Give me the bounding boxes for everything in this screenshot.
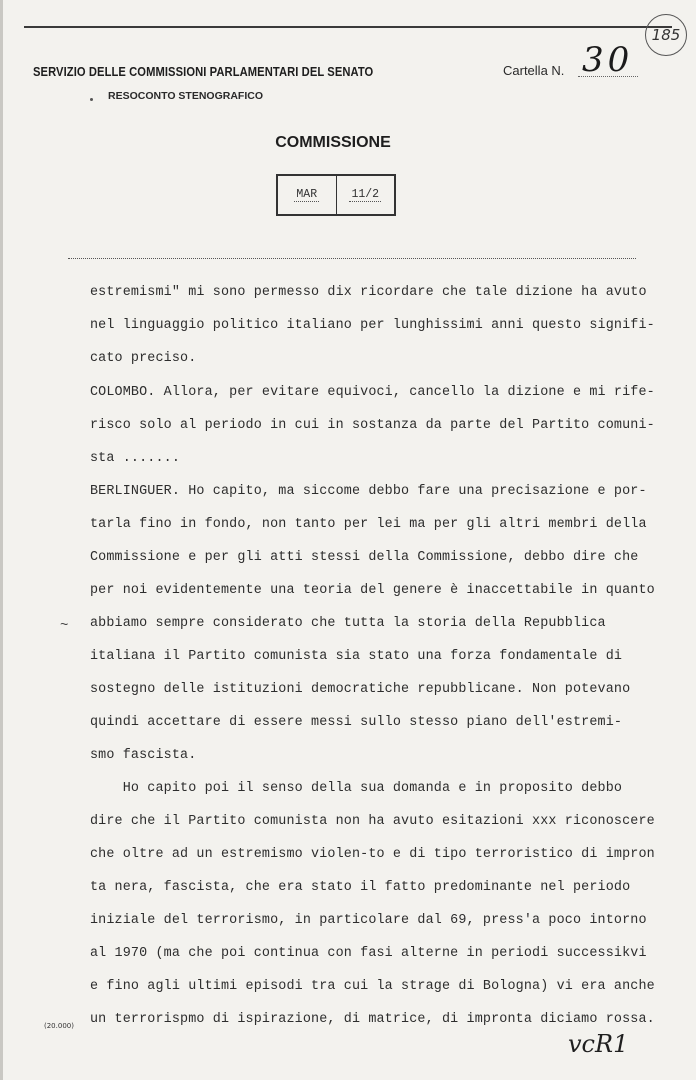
text-line: italiana il Partito comunista sia stato una forza fondamentale di	[90, 649, 623, 664]
text-line: iniziale del terrorismo, in particolare dal 69, press'a poco intorno	[90, 913, 647, 928]
text-line: sta .......	[90, 451, 181, 466]
text-line: sostegno delle istituzioni democratiche repubblicane. Non potevano	[90, 682, 631, 697]
stamp-ref: 11/2	[351, 188, 380, 201]
commission-title: COMMISSIONE	[275, 134, 391, 151]
scan-edge	[0, 0, 3, 1080]
text-line: dire che il Partito comunista non ha avuto esitazioni xxx riconoscere	[90, 814, 655, 829]
cartella-label: Cartella N.	[503, 63, 565, 78]
text-line: un terrorispmo di ispirazione, di matrice, di impronta diciamo rossa.	[90, 1012, 655, 1027]
text-line: cato preciso.	[90, 351, 197, 366]
text-line: COLOMBO. Allora, per evitare equivoci, cancello la dizione e mi rife-	[90, 385, 655, 400]
text-line: BERLINGUER. Ho capito, ma siccome debbo fare una precisazione e por-	[90, 484, 647, 499]
stamp-ref-cell	[336, 176, 395, 214]
document-subtitle: RESOCONTO STENOGRAFICO	[108, 90, 263, 102]
stamp-code-cell	[278, 176, 336, 214]
text-line: quindi accettare di essere messi sullo stesso piano dell'estremi-	[90, 715, 623, 730]
text-line: ta nera, fascista, che era stato il fatto predominante nel periodo	[90, 880, 631, 895]
page-number: 185	[651, 26, 681, 44]
page-number-stamp	[645, 14, 687, 56]
text-line: estremismi" mi sono permesso dix ricordare che tale dizione ha avuto	[90, 285, 647, 300]
stamp-code: MAR	[296, 188, 318, 201]
text-line: abbiamo sempre considerato che tutta la storia della Repubblica	[90, 616, 606, 631]
text-line: Commissione e per gli atti stessi della Commissione, debbo dire che	[90, 550, 639, 565]
margin-mark: ~	[60, 618, 69, 634]
text-line: risco solo al periodo in cui in sostanza da parte del Partito comuni-	[90, 418, 655, 433]
print-run-code: (20.000)	[44, 1022, 74, 1030]
handwritten-initials: vcR1	[568, 1030, 629, 1058]
cartella-number: 30	[582, 40, 634, 80]
top-rule	[24, 26, 672, 28]
text-line: smo fascista.	[90, 748, 197, 763]
text-line: che oltre ad un estremismo violen-to e di tipo terroristico di impron	[90, 847, 655, 862]
bullet-dot	[90, 98, 93, 101]
text-line: e fino agli ultimi episodi tra cui la strage di Bologna) vi era anche	[90, 979, 655, 994]
dotted-separator	[68, 258, 636, 259]
text-line: Ho capito poi il senso della sua domanda e in proposito debbo	[90, 781, 623, 796]
reference-stamp-box	[276, 174, 396, 216]
organization-header: SERVIZIO DELLE COMMISSIONI PARLAMENTARI DEL SENATO	[33, 64, 374, 79]
text-line: per noi evidentemente una teoria del genere è inaccettabile in quanto	[90, 583, 655, 598]
text-line: al 1970 (ma che poi continua con fasi alterne in periodi successikvi	[90, 946, 647, 961]
text-line: tarla fino in fondo, non tanto per lei ma per gli altri membri della	[90, 517, 647, 532]
text-line: nel linguaggio politico italiano per lunghissimi anni questo signifi-	[90, 318, 655, 333]
